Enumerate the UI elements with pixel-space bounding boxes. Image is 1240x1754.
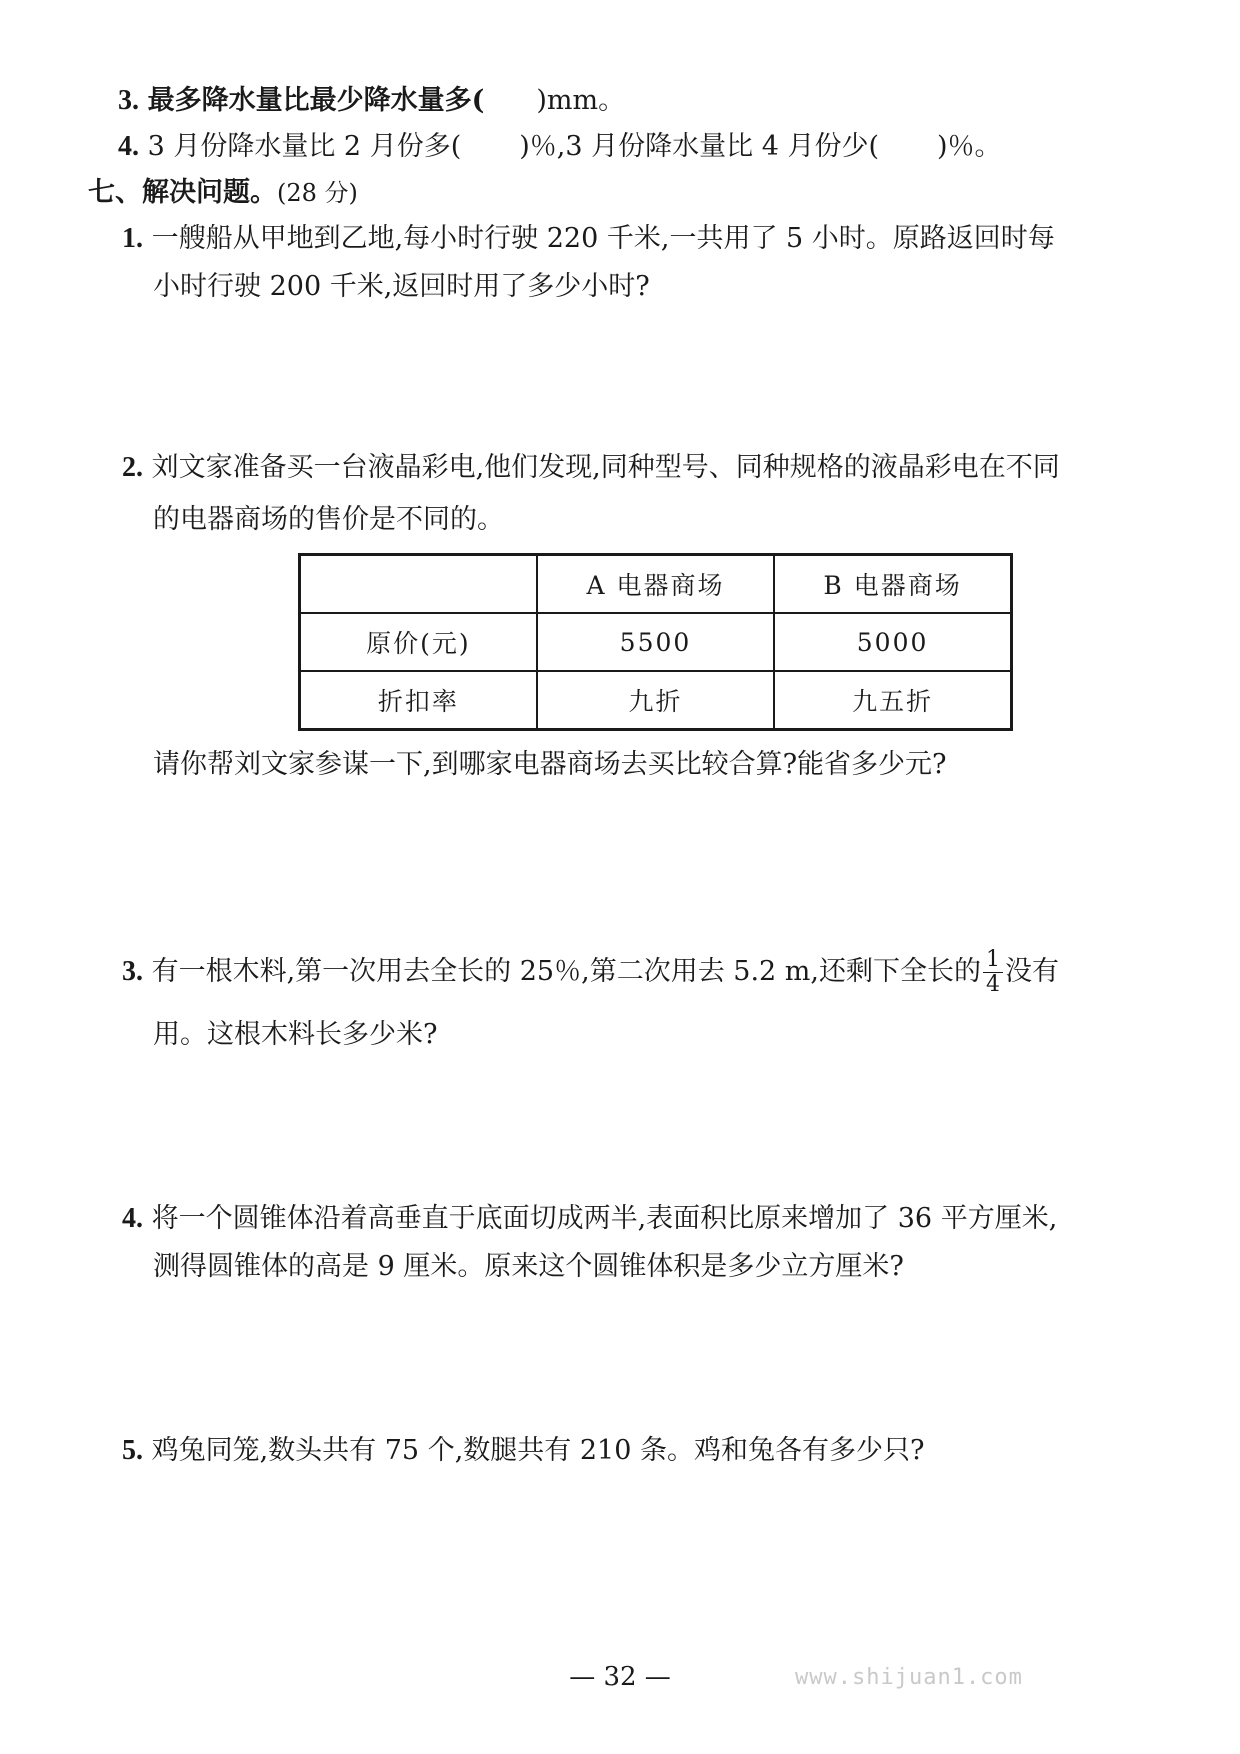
problem-4-line-2: 测得圆锥体的高是 9 厘米。原来这个圆锥体积是多少立方厘米?: [153, 1251, 904, 1282]
problem-1-line-2: 小时行驶 200 千米,返回时用了多少小时?: [153, 271, 650, 302]
table-cell: 5500: [537, 613, 774, 671]
table-header-row: [300, 555, 1012, 614]
problem-3-line-1: 3. 有一根木料,第一次用去全长的 25％,第二次用去 5.2 m,还剩下全长的 $\frac{1}{4}$ 没有: [122, 947, 1059, 997]
problem-2-line-2: 的电器商场的售价是不同的。: [153, 504, 504, 535]
table-cell: 折扣率: [300, 671, 537, 730]
table-cell: 原价(元): [300, 613, 537, 671]
problem-3-line-2: 用。这根木料长多少米?: [153, 1019, 438, 1050]
question-6-4: 4. 3 月份降水量比 2 月份多( )％,3 月份降水量比 4 月份少( )％。: [118, 131, 1002, 162]
watermark: www.shijuan1.com: [795, 1665, 1023, 1690]
table-row: [300, 613, 1012, 671]
problem-5-line-1: 5. 鸡兔同笼,数头共有 75 个,数腿共有 210 条。鸡和兔各有多少只?: [122, 1435, 925, 1466]
price-table: [298, 553, 1013, 731]
table-cell: 九五折: [774, 671, 1011, 730]
section-7-title: 七、解决问题。(28 分): [88, 177, 358, 208]
table-cell: A 电器商场: [537, 555, 774, 614]
question-6-3: 3. 最多降水量比最少降水量多( )mm。: [118, 85, 626, 116]
table-cell: 5000: [774, 613, 1011, 671]
page-number: — 32 —: [569, 1662, 671, 1692]
problem-2-question: 请你帮刘文家参谋一下,到哪家电器商场去买比较合算?能省多少元?: [153, 749, 947, 780]
problem-4-line-1: 4. 将一个圆锥体沿着高垂直于底面切成两半,表面积比原来增加了 36 平方厘米,: [122, 1203, 1058, 1234]
table-row: [300, 671, 1012, 730]
table-cell: B 电器商场: [774, 555, 1011, 614]
table-cell: [300, 555, 537, 614]
problem-2-line-1: 2. 刘文家准备买一台液晶彩电,他们发现,同种型号、同种规格的液晶彩电在不同: [122, 452, 1060, 483]
problem-1-line-1: 1. 一艘船从甲地到乙地,每小时行驶 220 千米,一共用了 5 小时。原路返回时每: [122, 223, 1055, 254]
table-cell: 九折: [537, 671, 774, 730]
fraction-one-quarter: $\frac{1}{4}$: [983, 948, 1003, 997]
